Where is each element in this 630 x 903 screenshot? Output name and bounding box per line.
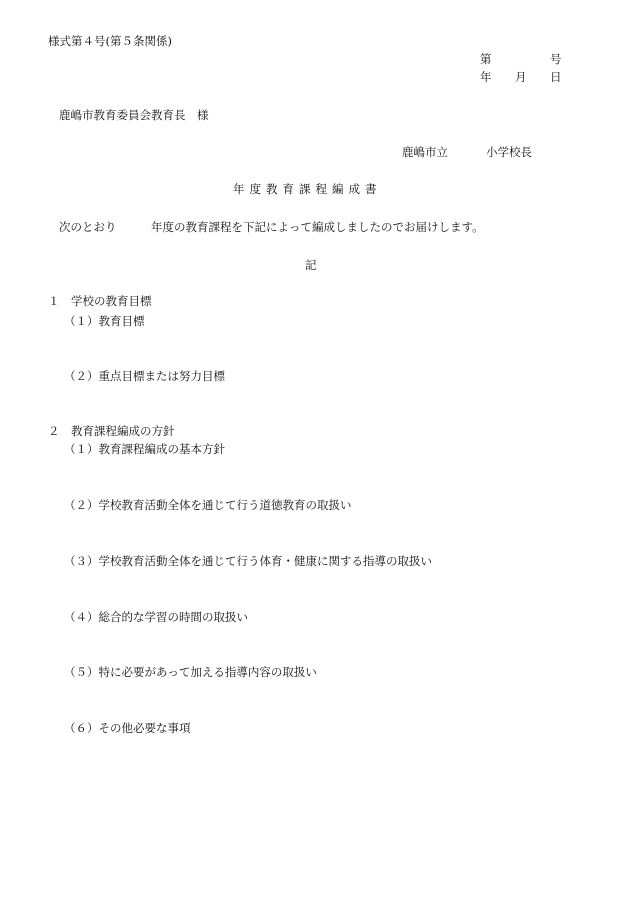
addressee: 鹿嶋市教育委員会教育長 様 — [59, 108, 209, 122]
form-label: 様式第４号(第５条関係) — [48, 34, 172, 48]
list-item: （１）教育目標 — [64, 314, 145, 328]
list-item: （２）学校教育活動全体を通じて行う道徳教育の取扱い — [64, 498, 352, 512]
date-day: 日 — [550, 70, 562, 84]
date-month: 月 — [515, 70, 527, 84]
list-item: （１）教育課程編成の基本方針 — [64, 442, 225, 456]
sender-city: 鹿嶋市立 — [402, 145, 448, 159]
list-item: （４）総合的な学習の時間の取扱い — [64, 610, 248, 624]
list-item: （６）その他必要な事項 — [64, 721, 191, 735]
date-year: 年 — [480, 70, 492, 84]
intro-after: 年度の教育課程を下記によって編成しましたのでお届けします。 — [151, 220, 484, 234]
document-title: 年度教育課程編成書 — [233, 182, 382, 196]
section-heading: １ 学校の教育目標 — [48, 294, 152, 308]
section-heading: ２ 教育課程編成の方針 — [48, 424, 175, 438]
list-item: （２）重点目標または努力目標 — [64, 369, 225, 383]
ki-mark: 記 — [305, 258, 317, 272]
number-suffix: 号 — [550, 52, 562, 66]
sender-title: 小学校長 — [486, 145, 532, 159]
intro-before: 次のとおり — [59, 220, 117, 234]
number-prefix: 第 — [480, 52, 492, 66]
list-item: （３）学校教育活動全体を通じて行う体育・健康に関する指導の取扱い — [64, 554, 432, 568]
list-item: （５）特に必要があって加える指導内容の取扱い — [64, 665, 317, 679]
